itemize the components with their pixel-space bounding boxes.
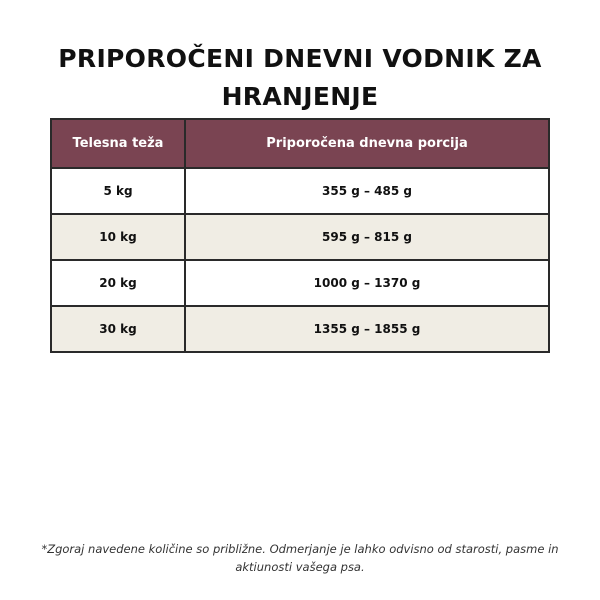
footnote: *Zgoraj navedene količine so približne. Odmerjanje je lahko odvisno od starosti, pasme in aktiunosti vašega psa. xyxy=(41,542,559,574)
cell-weight: 5 kg xyxy=(51,168,185,214)
feeding-guide-table xyxy=(50,118,550,353)
cell-portion: 1355 g – 1855 g xyxy=(185,306,549,352)
table-row xyxy=(51,306,549,352)
table-row xyxy=(51,214,549,260)
cell-portion: 595 g – 815 g xyxy=(185,214,549,260)
column-header-weight: Telesna teža xyxy=(51,119,185,168)
cell-weight: 30 kg xyxy=(51,306,185,352)
page-title: PRIPOROČENI DNEVNI VODNIK ZA HRANJENJE xyxy=(58,44,542,111)
cell-portion: 1000 g – 1370 g xyxy=(185,260,549,306)
column-header-portion: Priporočena dnevna porcija xyxy=(185,119,549,168)
cell-weight: 10 kg xyxy=(51,214,185,260)
table-header-row xyxy=(51,119,549,168)
cell-portion: 355 g – 485 g xyxy=(185,168,549,214)
cell-weight: 20 kg xyxy=(51,260,185,306)
table-row xyxy=(51,260,549,306)
table-row xyxy=(51,168,549,214)
